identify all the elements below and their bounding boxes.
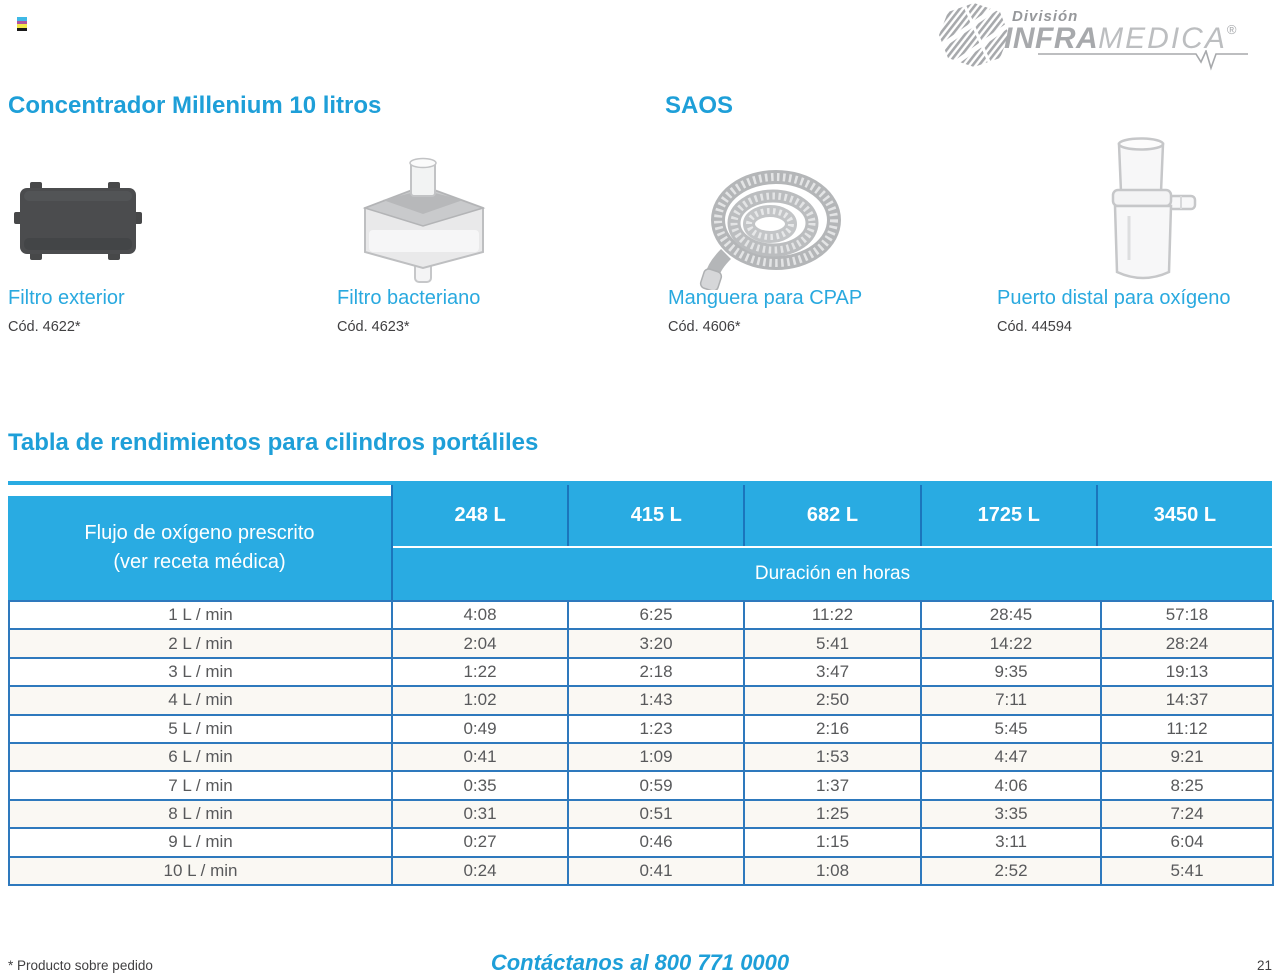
duration-cell: 2:16: [744, 715, 921, 743]
logo-brand-bold: INFRA: [1004, 22, 1099, 55]
duration-cell: 28:45: [921, 601, 1101, 629]
duration-cell: 5:41: [744, 629, 921, 657]
table-body: [9, 601, 1273, 885]
duration-cell: 3:47: [744, 658, 921, 686]
duration-cell: 0:27: [392, 828, 568, 856]
flow-cell: 6 L / min: [9, 743, 392, 771]
duration-cell: 3:20: [568, 629, 744, 657]
registered-mark: ®: [1226, 22, 1237, 37]
column-header: 3450 L: [1153, 504, 1217, 526]
inframedica-logo: [938, 0, 1274, 78]
flow-cell: 3 L / min: [9, 658, 392, 686]
duration-cell: 4:06: [921, 771, 1101, 799]
duration-cell: 0:41: [568, 857, 744, 885]
duration-cell: 6:25: [568, 601, 744, 629]
footnote: * Producto sobre pedido: [8, 958, 153, 973]
page-number: 21: [1256, 958, 1272, 973]
duration-cell: 0:41: [392, 743, 568, 771]
table-header: [8, 481, 1272, 600]
duration-cell: 1:37: [744, 771, 921, 799]
duration-cell: 4:08: [392, 601, 568, 629]
flow-cell: 8 L / min: [9, 800, 392, 828]
product-name: Manguera para CPAP: [668, 287, 863, 309]
duration-cell: 1:15: [744, 828, 921, 856]
duration-cell: 1:08: [744, 857, 921, 885]
section-title-concentrador: Concentrador Millenium 10 litros: [8, 92, 382, 119]
product-puerto-distal: [997, 130, 1280, 345]
flow-cell: 9 L / min: [9, 828, 392, 856]
duration-cell: 1:53: [744, 743, 921, 771]
column-header: 682 L: [745, 485, 921, 546]
duration-cell: 2:04: [392, 629, 568, 657]
volumes-header: [391, 485, 1272, 600]
flow-cell: 10 L / min: [9, 857, 392, 885]
duration-cell: 1:43: [568, 686, 744, 714]
duration-cell: 1:09: [568, 743, 744, 771]
duration-cell: 7:11: [921, 686, 1101, 714]
table-row: [9, 686, 1273, 714]
column-header: 415 L: [569, 485, 745, 546]
duration-cell: 0:31: [392, 800, 568, 828]
contact-phone: 800 771 0000: [654, 950, 790, 975]
duration-cell: 1:22: [392, 658, 568, 686]
product-filtro-bacteriano: [337, 130, 657, 345]
duration-cell: 57:18: [1101, 601, 1273, 629]
duration-cell: 9:35: [921, 658, 1101, 686]
product-code: Cód. 4623*: [337, 319, 410, 335]
product-code: Cód. 4622*: [8, 319, 81, 335]
duration-cell: 0:24: [392, 857, 568, 885]
table-row: [9, 800, 1273, 828]
duration-cell: 0:46: [568, 828, 744, 856]
flow-cell: 7 L / min: [9, 771, 392, 799]
duration-cell: 6:04: [1101, 828, 1273, 856]
duration-cell: 19:13: [1101, 658, 1273, 686]
foam-filter-image: [12, 178, 144, 264]
flow-cell: 2 L / min: [9, 629, 392, 657]
duration-cell: 2:18: [568, 658, 744, 686]
colorbar-black-stripe: [17, 28, 27, 32]
contact-banner: [0, 950, 1280, 976]
column-header: 1725 L: [922, 485, 1098, 546]
duration-cell: 1:23: [568, 715, 744, 743]
duration-cell: 11:22: [744, 601, 921, 629]
cpap-hose-image: [696, 166, 852, 290]
duration-cell: 0:51: [568, 800, 744, 828]
table-row: [9, 601, 1273, 629]
infra-emblem-icon: [938, 2, 1010, 68]
duration-cell: 3:11: [921, 828, 1101, 856]
duration-cell: 14:22: [921, 629, 1101, 657]
contact-label: Contáctanos al: [490, 950, 649, 975]
duration-cell: 9:21: [1101, 743, 1273, 771]
table-row: [9, 715, 1273, 743]
product-code: Cód. 4606*: [668, 319, 741, 335]
product-manguera-cpap: [668, 130, 988, 345]
duration-cell: 0:59: [568, 771, 744, 799]
table-row: [9, 857, 1273, 885]
table-row: [9, 828, 1273, 856]
flow-header-line1: Flujo de oxígeno prescrito: [84, 522, 315, 544]
logo-brand-light: MEDICA: [1098, 22, 1227, 55]
duration-cell: 5:41: [1101, 857, 1273, 885]
duration-cell: 1:02: [392, 686, 568, 714]
duration-cell: 11:12: [1101, 715, 1273, 743]
product-code: Cód. 44594: [997, 319, 1072, 335]
table-row: [9, 743, 1273, 771]
duration-cell: 7:24: [1101, 800, 1273, 828]
table-row: [9, 629, 1273, 657]
table-row: [9, 658, 1273, 686]
duration-grid: [8, 600, 1274, 886]
duration-cell: 28:24: [1101, 629, 1273, 657]
ecg-line-icon: [1038, 50, 1248, 74]
column-header: 248 L: [393, 485, 569, 546]
performance-table: [8, 481, 1272, 886]
duration-cell: 3:35: [921, 800, 1101, 828]
duration-cell: 14:37: [1101, 686, 1273, 714]
product-name: Filtro exterior: [8, 287, 125, 309]
duration-subheader: Duración en horas: [754, 563, 911, 584]
bacterial-filter-image: [351, 156, 497, 286]
volume-header-row: [393, 485, 1272, 546]
duration-cell: 2:50: [744, 686, 921, 714]
duration-cell: 5:45: [921, 715, 1101, 743]
logo-division-label: División: [1012, 8, 1079, 25]
product-name: Puerto distal para oxígeno: [997, 287, 1231, 309]
duration-cell: 8:25: [1101, 771, 1273, 799]
duration-cell: 2:52: [921, 857, 1101, 885]
flow-column-header: [8, 496, 391, 600]
section-title-saos: SAOS: [665, 92, 734, 119]
flow-cell: 5 L / min: [9, 715, 392, 743]
product-filtro-exterior: [8, 130, 328, 345]
duration-cell: 0:35: [392, 771, 568, 799]
distal-port-image: [1089, 134, 1199, 286]
flow-cell: 1 L / min: [9, 601, 392, 629]
print-colorbar-icon: [17, 17, 27, 31]
duration-cell: 1:25: [744, 800, 921, 828]
table-row: [9, 771, 1273, 799]
duration-cell: 0:49: [392, 715, 568, 743]
product-name: Filtro bacteriano: [337, 287, 481, 309]
table-title: Tabla de rendimientos para cilindros portáliles: [8, 429, 539, 456]
flow-cell: 4 L / min: [9, 686, 392, 714]
flow-header-line2: (ver receta médica): [113, 551, 286, 573]
duration-cell: 4:47: [921, 743, 1101, 771]
